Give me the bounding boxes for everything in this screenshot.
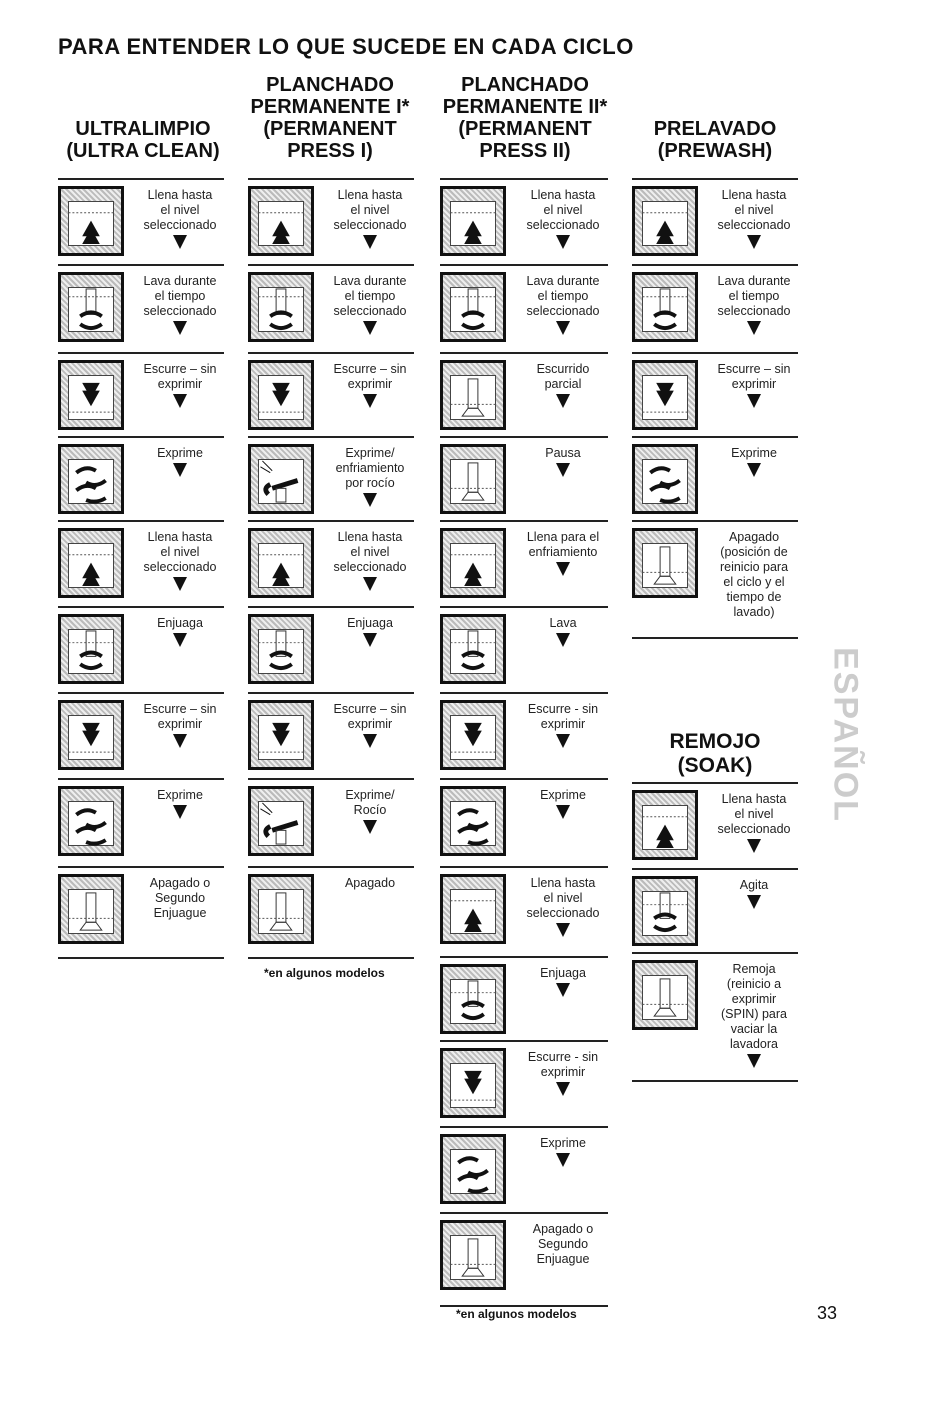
step-label: Llena hasta el nivel seleccionado [126,188,234,249]
spin-icon [440,786,506,856]
cycle-step [58,606,224,694]
cycle-step [440,866,608,954]
spin-icon [58,786,124,856]
step-label: Exprime [126,446,234,477]
cycle-step [632,952,798,1051]
drain-icon [440,1048,506,1118]
step-label: Enjuaga [508,966,618,997]
fill-icon [58,528,124,598]
next-step-arrow [556,633,570,647]
next-step-arrow [747,839,761,853]
cycle-step [632,868,798,956]
step-divider [440,352,608,354]
next-step-arrow [556,562,570,576]
cycle-step [58,520,224,608]
fill-icon [440,528,506,598]
step-label: Apagado [344,876,396,890]
step-label: Apagado (posición de reinicio para el ciclo y el tiempo de lavado) [719,530,789,619]
wash-icon [58,272,124,342]
drain-icon [248,700,314,770]
cycle-step [440,956,608,1044]
next-step-arrow [747,394,761,408]
next-step-arrow [556,805,570,819]
step-label: Agita [700,878,808,909]
column-title-prewash: PRELAVADO (PREWASH) [653,118,777,162]
next-step-arrow [556,923,570,937]
step-divider [440,956,608,958]
step-label: Exprime/ enfriamiento por rocío [316,446,424,507]
spin-icon [58,444,124,514]
step-divider [440,692,608,694]
rinse-icon [58,614,124,684]
next-step-arrow [173,577,187,591]
fill-icon [440,186,506,256]
off-icon [440,1220,506,1290]
step-divider [248,520,414,522]
cycle-step [58,178,224,266]
step-label: Apagado o Segundo Enjuague [532,1222,594,1266]
off-icon [632,960,698,1030]
step-divider [440,436,608,438]
step-divider [632,178,798,180]
cycle-step [58,436,224,524]
next-step-arrow [173,321,187,335]
step-label: Llena hasta el nivel seleccionado [508,876,618,937]
step-label: Enjuaga [316,616,424,647]
fill-icon [632,790,698,860]
spray-icon [248,786,314,856]
cycle-step [58,352,224,440]
language-tab-label: ESPAÑOL [826,647,865,823]
cycle-step [440,606,608,694]
off-icon [440,444,506,514]
cycle-step [248,352,414,440]
cycle-step [248,692,414,780]
cycle-step [632,436,798,524]
spin-icon [632,444,698,514]
next-step-arrow [173,463,187,477]
next-step-arrow [173,734,187,748]
step-label: Exprime [508,1136,618,1167]
page-number: 33 [817,1303,838,1323]
cycle-step [58,692,224,780]
step-label: Llena hasta el nivel seleccionado [316,530,424,591]
step-label: Remoja (reinicio a exprimir (SPIN) para vaciar la lavadora [700,962,808,1068]
step-label: Lava durante el tiempo seleccionado [508,274,618,335]
next-step-arrow [556,394,570,408]
step-divider [58,436,224,438]
next-step-arrow [363,577,377,591]
step-divider [632,868,798,870]
step-divider [58,178,224,180]
next-step-arrow [747,895,761,909]
footnote: *en algunos modelos [456,1307,577,1321]
step-divider [58,520,224,522]
step-divider [248,606,414,608]
step-divider [248,436,414,438]
step-label: Lava durante el tiempo seleccionado [126,274,234,335]
language-tab [815,630,875,840]
cycle-step [440,1040,608,1128]
step-label: Escurre – sin exprimir [316,702,424,748]
step-divider [58,352,224,354]
step-label: Exprime [508,788,618,819]
step-label: Exprime/ Rocío [316,788,424,834]
cycle-step [440,520,608,608]
cycle-step [248,606,414,694]
fill-icon [248,186,314,256]
column-title-soak: REMOJO (SOAK) [669,730,761,777]
step-label: Lava durante el tiempo seleccionado [700,274,808,335]
footnote: *en algunos modelos [264,966,385,980]
next-step-arrow [747,235,761,249]
next-step-arrow [556,734,570,748]
cycle-step [440,352,608,440]
next-step-arrow [363,394,377,408]
step-divider [58,866,224,868]
next-step-arrow [363,235,377,249]
next-step-arrow [747,321,761,335]
off-icon [248,874,314,944]
rinse-icon [440,614,506,684]
cycle-step [440,178,608,266]
cycle-step [440,778,608,866]
cycle-step [58,778,224,866]
fill-icon [632,186,698,256]
next-step-arrow [556,983,570,997]
page-title: PARA ENTENDER LO QUE SUCEDE EN CADA CICLO [58,34,634,59]
drain-icon [58,700,124,770]
step-label: Llena hasta el nivel seleccionado [700,188,808,249]
step-divider [632,264,798,266]
cycle-step [632,178,798,266]
step-divider [440,778,608,780]
next-step-arrow [363,734,377,748]
cycle-step [440,264,608,352]
column-end-rule [632,1080,798,1082]
step-label: Llena hasta el nivel seleccionado [126,530,234,591]
cycle-step [440,436,608,524]
step-divider [440,606,608,608]
cycle-step [632,520,798,619]
column-title-permanent-press-2: PLANCHADO PERMANENTE II* (PERMANENT PRESS II) [442,74,608,162]
step-divider [58,778,224,780]
step-label: Escurre - sin exprimir [508,1050,618,1096]
step-label: Llena para el enfriamiento [508,530,618,576]
step-divider [248,866,414,868]
rinse-icon [440,964,506,1034]
cycle-step [58,264,224,352]
step-divider [632,520,798,522]
fill-icon [440,874,506,944]
step-label: Llena hasta el nivel seleccionado [316,188,424,249]
drain-icon [632,360,698,430]
step-divider [440,1040,608,1042]
step-divider [632,782,798,784]
column-title-ultra-clean: ULTRALIMPIO (ULTRA CLEAN) [66,118,220,162]
step-label: Llena hasta el nivel seleccionado [508,188,618,249]
step-label: Escurre – sin exprimir [316,362,424,408]
fill-icon [248,528,314,598]
step-label: Enjuaga [126,616,234,647]
off-icon [440,360,506,430]
step-divider [248,692,414,694]
step-label: Apagado o Segundo Enjuague [149,876,211,920]
step-divider [248,178,414,180]
step-divider [440,1126,608,1128]
column-end-rule [248,957,414,959]
next-step-arrow [363,493,377,507]
step-label: Escurre – sin exprimir [126,702,234,748]
step-label: Pausa [508,446,618,477]
step-divider [440,178,608,180]
cycle-step [248,264,414,352]
next-step-arrow [747,1054,761,1068]
step-label: Lava [508,616,618,647]
cycle-step [632,264,798,352]
next-step-arrow [173,235,187,249]
column-end-rule [58,957,224,959]
step-label: Exprime [126,788,234,819]
step-divider [248,264,414,266]
step-label: Lava durante el tiempo seleccionado [316,274,424,335]
wash-icon [248,272,314,342]
step-divider [440,1212,608,1214]
step-divider [248,352,414,354]
step-divider [632,952,798,954]
step-divider [440,866,608,868]
column-end-rule [632,637,798,639]
cycle-step [58,866,224,954]
drain-icon [248,360,314,430]
next-step-arrow [173,394,187,408]
spray-icon [248,444,314,514]
off-icon [58,874,124,944]
next-step-arrow [363,633,377,647]
step-divider [632,436,798,438]
cycle-step [248,436,414,524]
next-step-arrow [556,1153,570,1167]
spin-icon [440,1134,506,1204]
next-step-arrow [556,1082,570,1096]
next-step-arrow [556,235,570,249]
cycle-step [632,782,798,870]
step-label: Escurre - sin exprimir [508,702,618,748]
next-step-arrow [556,463,570,477]
step-divider [58,606,224,608]
cycle-step [248,178,414,266]
column-title-permanent-press-1: PLANCHADO PERMANENTE I* (PERMANENT PRESS I) [250,74,410,162]
next-step-arrow [747,463,761,477]
cycle-step [248,778,414,866]
step-label: Llena hasta el nivel seleccionado [700,792,808,853]
next-step-arrow [173,805,187,819]
next-step-arrow [173,633,187,647]
drain-icon [58,360,124,430]
step-divider [58,264,224,266]
cycle-step [248,866,414,954]
cycle-step [248,520,414,608]
step-label: Escurre – sin exprimir [126,362,234,408]
wash-icon [440,272,506,342]
next-step-arrow [363,820,377,834]
step-divider [440,264,608,266]
rinse-icon [248,614,314,684]
step-label: Escurrido parcial [508,362,618,408]
drain-icon [440,700,506,770]
step-label: Escurre – sin exprimir [700,362,808,408]
cycle-step [440,1126,608,1214]
step-divider [440,520,608,522]
cycle-step [632,352,798,440]
step-divider [58,692,224,694]
off-icon [632,528,698,598]
step-divider [248,778,414,780]
rinse-icon [632,876,698,946]
fill-icon [58,186,124,256]
wash-icon [632,272,698,342]
step-label: Exprime [700,446,808,477]
next-step-arrow [556,321,570,335]
cycle-step [440,1212,608,1300]
step-divider [632,352,798,354]
cycle-step [440,692,608,780]
next-step-arrow [363,321,377,335]
